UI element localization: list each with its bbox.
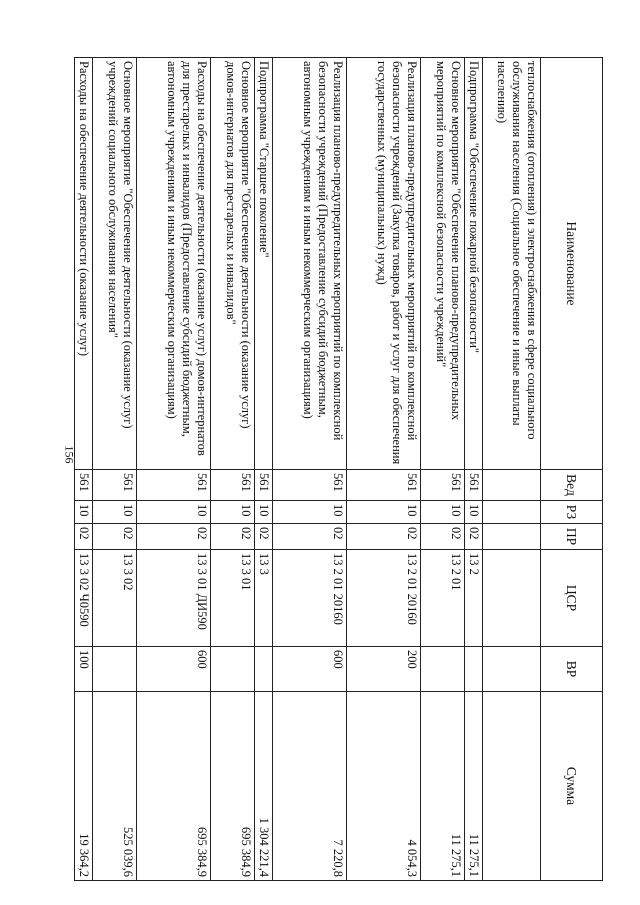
cell-sum: 11 275,1 [465, 692, 483, 881]
cell-ved: 561 [421, 470, 465, 501]
header-csr: ЦСР [541, 550, 603, 647]
cell-vr: 200 [347, 647, 421, 692]
cell-csr: 13 3 01 [211, 550, 255, 647]
cell-ved: 561 [137, 470, 211, 501]
rotated-page [77, 57, 603, 880]
cell-pr: 02 [211, 524, 255, 550]
table-row [211, 58, 255, 881]
header-pr: ПР [541, 524, 603, 550]
cell-vr [93, 647, 137, 692]
header-ved: Вед [541, 470, 603, 501]
cell-rz [483, 501, 541, 524]
cell-name: Расходы на обеспечение деятельности (оказание услуг) [75, 58, 93, 470]
cell-name: Подпрограмма "Обеспечение пожарной безопасности" [465, 58, 483, 470]
cell-name: Подпрограмма "Старшее поколение" [255, 58, 273, 470]
cell-pr: 02 [465, 524, 483, 550]
cell-csr: 13 2 [465, 550, 483, 647]
table-header-row [541, 58, 603, 881]
cell-name: Основное мероприятие "Обеспечение деятельности (оказание услуг) домов-интернатов для престарелых и инвалидов" [211, 58, 255, 470]
table-row [255, 58, 273, 881]
cell-vr [211, 647, 255, 692]
cell-sum: 7 220,8 [273, 692, 347, 881]
header-vr: ВР [541, 647, 603, 692]
cell-rz: 10 [347, 501, 421, 524]
cell-pr: 02 [347, 524, 421, 550]
cell-name: Реализация планово-предупредительных мероприятий по комплексной безопасности учреждений (Закупка товаров, работ и услуг для обеспечения государственных (муниципальных) нужд) [347, 58, 421, 470]
cell-csr: 13 3 01 ДИ590 [137, 550, 211, 647]
cell-ved: 561 [75, 470, 93, 501]
cell-csr: 13 2 01 [421, 550, 465, 647]
cell-sum: 695 384,9 [211, 692, 255, 881]
table-row [137, 58, 211, 881]
cell-rz: 10 [211, 501, 255, 524]
cell-name: Расходы на обеспечение деятельности (оказание услуг) домов-интернатов для престарелых и инвалидов (Предоставление субсидий бюджетным, автономным учреждениям и иным некоммерческим организациям) [137, 58, 211, 470]
cell-ved: 561 [255, 470, 273, 501]
header-rz: РЗ [541, 501, 603, 524]
cell-csr: 13 3 [255, 550, 273, 647]
cell-pr: 02 [421, 524, 465, 550]
cell-rz: 10 [75, 501, 93, 524]
table-row [75, 58, 93, 881]
cell-ved: 561 [93, 470, 137, 501]
cell-sum: 1 304 221,4 [255, 692, 273, 881]
table-row [483, 58, 541, 881]
page-number: 156 [62, 445, 77, 464]
cell-pr: 02 [273, 524, 347, 550]
cell-csr: 13 3 02 [93, 550, 137, 647]
cell-pr: 02 [93, 524, 137, 550]
cell-csr: 13 2 01 20160 [347, 550, 421, 647]
cell-ved: 561 [211, 470, 255, 501]
cell-csr: 13 3 02 Ч0590 [75, 550, 93, 647]
cell-vr [483, 647, 541, 692]
cell-sum: 525 039,6 [93, 692, 137, 881]
cell-rz: 10 [273, 501, 347, 524]
cell-name: Реализация планово-предупредительных мероприятий по комплексной безопасности учреждений (Предоставление субсидий бюджетным, автономным учреждениям и иным некоммерческим организациям) [273, 58, 347, 470]
table-row [465, 58, 483, 881]
cell-rz: 10 [93, 501, 137, 524]
header-name: Наименование [541, 58, 603, 470]
budget-table [74, 57, 603, 881]
cell-pr [483, 524, 541, 550]
cell-sum: 4 054,3 [347, 692, 421, 881]
cell-csr [483, 550, 541, 647]
cell-vr: 600 [137, 647, 211, 692]
cell-sum: 11 275,1 [421, 692, 465, 881]
table-row [421, 58, 465, 881]
cell-pr: 02 [75, 524, 93, 550]
header-sum: Сумма [541, 692, 603, 881]
cell-pr: 02 [137, 524, 211, 550]
cell-ved: 561 [273, 470, 347, 501]
cell-vr [421, 647, 465, 692]
cell-sum: 695 384,9 [137, 692, 211, 881]
cell-name: теплоснабжения (отопления) и электроснабжения в сфере социального обслуживания населения (Социальное обеспечение и иные выплаты населению) [483, 58, 541, 470]
table-row [347, 58, 421, 881]
cell-rz: 10 [421, 501, 465, 524]
cell-sum [483, 692, 541, 881]
cell-pr: 02 [255, 524, 273, 550]
cell-vr [465, 647, 483, 692]
cell-name: Основное мероприятие "Обеспечение деятельности (оказание услуг) учреждений социального обслуживания населения" [93, 58, 137, 470]
cell-ved: 561 [347, 470, 421, 501]
cell-rz: 10 [255, 501, 273, 524]
cell-ved: 561 [465, 470, 483, 501]
cell-ved [483, 470, 541, 501]
cell-sum: 19 364,2 [75, 692, 93, 881]
cell-name: Основное мероприятие "Обеспечение планово-предупредительных мероприятий по комплексной безопасности учреждений" [421, 58, 465, 470]
cell-rz: 10 [465, 501, 483, 524]
cell-vr: 600 [273, 647, 347, 692]
cell-vr: 100 [75, 647, 93, 692]
table-row [93, 58, 137, 881]
cell-csr: 13 2 01 20160 [273, 550, 347, 647]
cell-rz: 10 [137, 501, 211, 524]
table-row [273, 58, 347, 881]
rotated-table-container [77, 57, 603, 880]
cell-vr [255, 647, 273, 692]
